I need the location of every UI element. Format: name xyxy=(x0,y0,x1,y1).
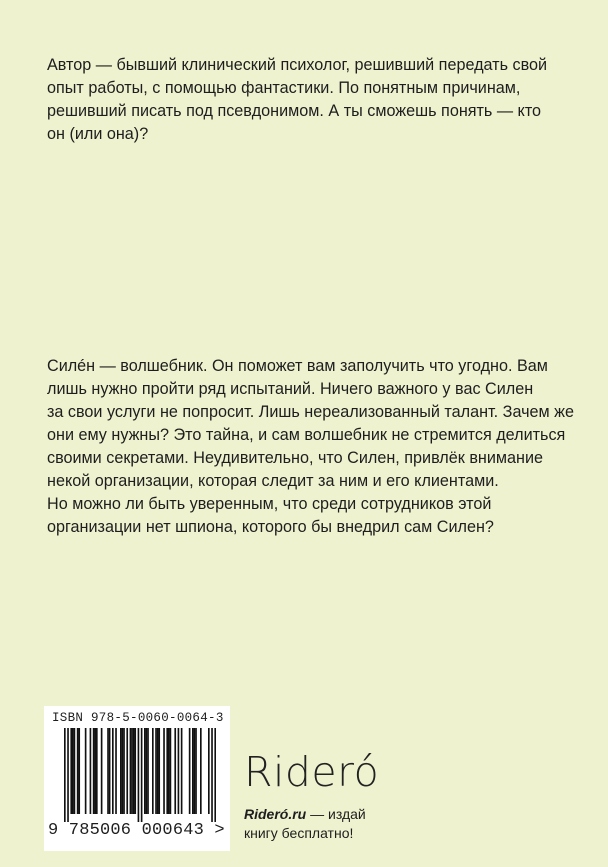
barcode-bar xyxy=(126,728,128,814)
barcode-bar xyxy=(115,728,117,814)
barcode-bar xyxy=(93,728,95,814)
barcode-bar xyxy=(146,728,148,814)
barcode-bar xyxy=(192,728,194,814)
publisher-site-link[interactable]: Rideró.ru xyxy=(244,806,307,822)
barcode-bar xyxy=(85,728,87,814)
barcode-bar xyxy=(107,728,109,814)
barcode-bar xyxy=(138,728,140,822)
barcode-bar xyxy=(200,728,202,814)
synopsis-line: своими секретами. Неудивительно, что Силен, привлёк внимание xyxy=(47,449,544,467)
barcode-bar xyxy=(208,728,210,814)
barcode-label xyxy=(44,706,230,851)
barcode-bar xyxy=(74,728,76,814)
barcode-bar xyxy=(158,728,160,814)
synopsis-line: организации нет шпиона, которого бы внедрил сам Силен? xyxy=(47,518,494,536)
barcode-bar xyxy=(163,728,165,814)
barcode-bar xyxy=(214,728,216,822)
barcode-bar xyxy=(195,728,197,814)
barcode-bar xyxy=(130,728,132,814)
barcode-bar xyxy=(155,728,157,814)
barcode-bar xyxy=(181,728,183,814)
isbn-number: ISBN 978-5-0060-0064-3 xyxy=(52,711,224,725)
barcode-bar xyxy=(152,728,154,814)
barcode-bar xyxy=(90,728,92,814)
barcode-bar xyxy=(170,728,172,814)
barcode-bar xyxy=(166,728,168,814)
ean-digits: 9 785006 000643 > xyxy=(48,821,225,840)
barcode-bar xyxy=(94,728,96,814)
barcode-bar xyxy=(178,728,180,814)
barcode-bar xyxy=(133,728,135,814)
publisher-logo: Rideró xyxy=(244,748,380,796)
about-author-line: он (или она)? xyxy=(47,125,149,143)
barcode-bar xyxy=(72,728,74,814)
barcode-bar xyxy=(70,728,72,814)
ean13-barcode xyxy=(64,728,216,822)
barcode-bar xyxy=(123,728,125,814)
barcode-bar xyxy=(144,728,146,814)
barcode-bar xyxy=(174,728,176,814)
about-author-text xyxy=(47,54,577,146)
synopsis-line: некой организации, которая следит за ним и его клиентами. xyxy=(47,472,499,490)
barcode-bar xyxy=(194,728,196,814)
barcode-bar xyxy=(109,728,111,814)
barcode-bar xyxy=(211,728,213,822)
synopsis-line: они ему нужны? Это тайна, и сам волшебник не стремится делиться xyxy=(47,426,566,444)
barcode-bar xyxy=(134,728,136,814)
barcode-bar xyxy=(78,728,80,814)
synopsis-line: Силéн — волшебник. Он поможет вам заполучить что угодно. Вам xyxy=(47,357,548,375)
about-author-line: Автор — бывший клинический психолог, решивший передать свой xyxy=(47,56,548,74)
barcode-bar xyxy=(141,728,143,822)
barcode-bar xyxy=(101,728,103,814)
barcode-bar xyxy=(120,728,122,814)
barcode-bar xyxy=(189,728,191,814)
barcode-bar xyxy=(112,728,114,814)
barcode-bar xyxy=(131,728,133,814)
tagline-text-line2: книгу бесплатно! xyxy=(244,825,354,841)
barcode-bar xyxy=(147,728,149,814)
barcode-bar xyxy=(157,728,159,814)
synopsis-line: лишь нужно пройти ряд испытаний. Ничего важного у вас Силен xyxy=(47,380,534,398)
barcode-bar xyxy=(96,728,98,814)
about-author-line: решивший писать под псевдонимом. А ты сможешь понять — кто xyxy=(47,102,542,120)
tagline-text: — издай xyxy=(306,806,366,822)
barcode-bar xyxy=(77,728,79,814)
barcode-bar xyxy=(168,728,170,814)
barcode-bar xyxy=(67,728,69,822)
barcode-bar xyxy=(64,728,66,822)
about-author-line: опыт работы, с помощью фантастики. По понятным причинам, xyxy=(47,79,521,97)
synopsis-text xyxy=(47,355,577,539)
barcode-bar xyxy=(122,728,124,814)
publisher-tagline xyxy=(244,805,366,843)
synopsis-line: Но можно ли быть уверенным, что среди сотрудников этой xyxy=(47,495,492,513)
synopsis-line: за свои услуги не попросит. Лишь нереализованный талант. Зачем же xyxy=(47,403,574,421)
